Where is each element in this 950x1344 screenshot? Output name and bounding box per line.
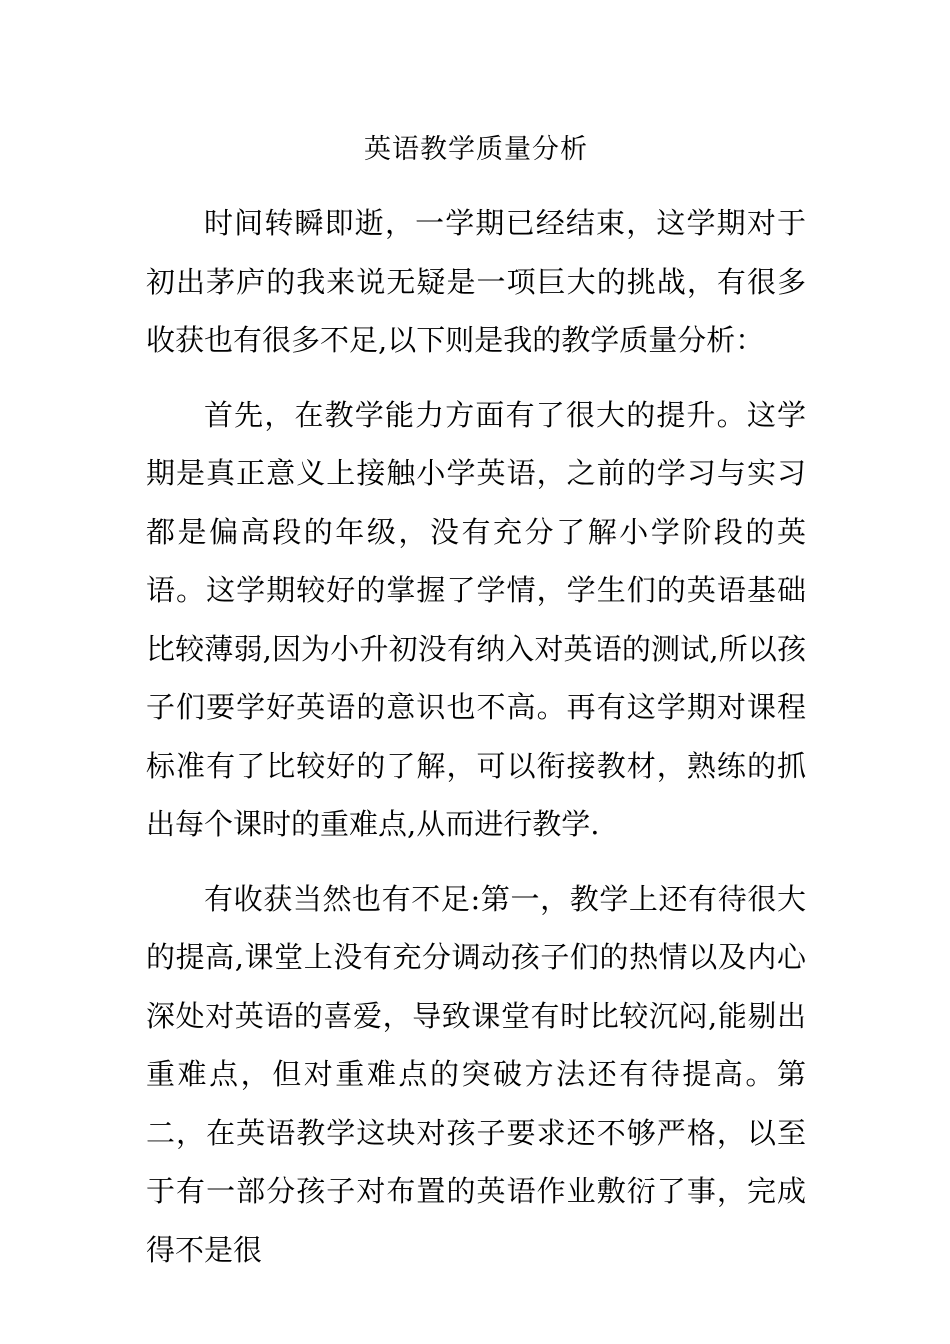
paragraph-gains: 首先，在教学能力方面有了很大的提升。这学期是真正意义上接触小学英语，之前的学习与实习都是偏高段的年级，没有充分了解小学阶段的英语。这学期较好的掌握了学情，学生们的英语基础比较薄弱,因为小升初没有纳入对英语的测试,所以孩子们要学好英语的意识也不高。再有这学期对课程标准有了比较好的了解，可以衔接教材，熟练的抓出每个课时的重难点,从而进行教学. — [146, 397, 806, 841]
document-title: 英语教学质量分析 — [364, 134, 588, 165]
paragraph-shortcomings: 有收获当然也有不足:第一，教学上还有待很大的提高,课堂上没有充分调动孩子们的热情以及内心深处对英语的喜爱，导致课堂有时比较沉闷,能剔出重难点，但对重难点的突破方法还有待提高。第二，在英语教学这块对孩子要求还不够严格，以至于有一部分孩子对布置的英语作业敷衍了事，完成得不是很 — [146, 881, 806, 1267]
paragraph-intro: 时间转瞬即逝，一学期已经结束，这学期对于初出茅庐的我来说无疑是一项巨大的挑战，有很多收获也有很多不足,以下则是我的教学质量分析： — [146, 206, 806, 357]
